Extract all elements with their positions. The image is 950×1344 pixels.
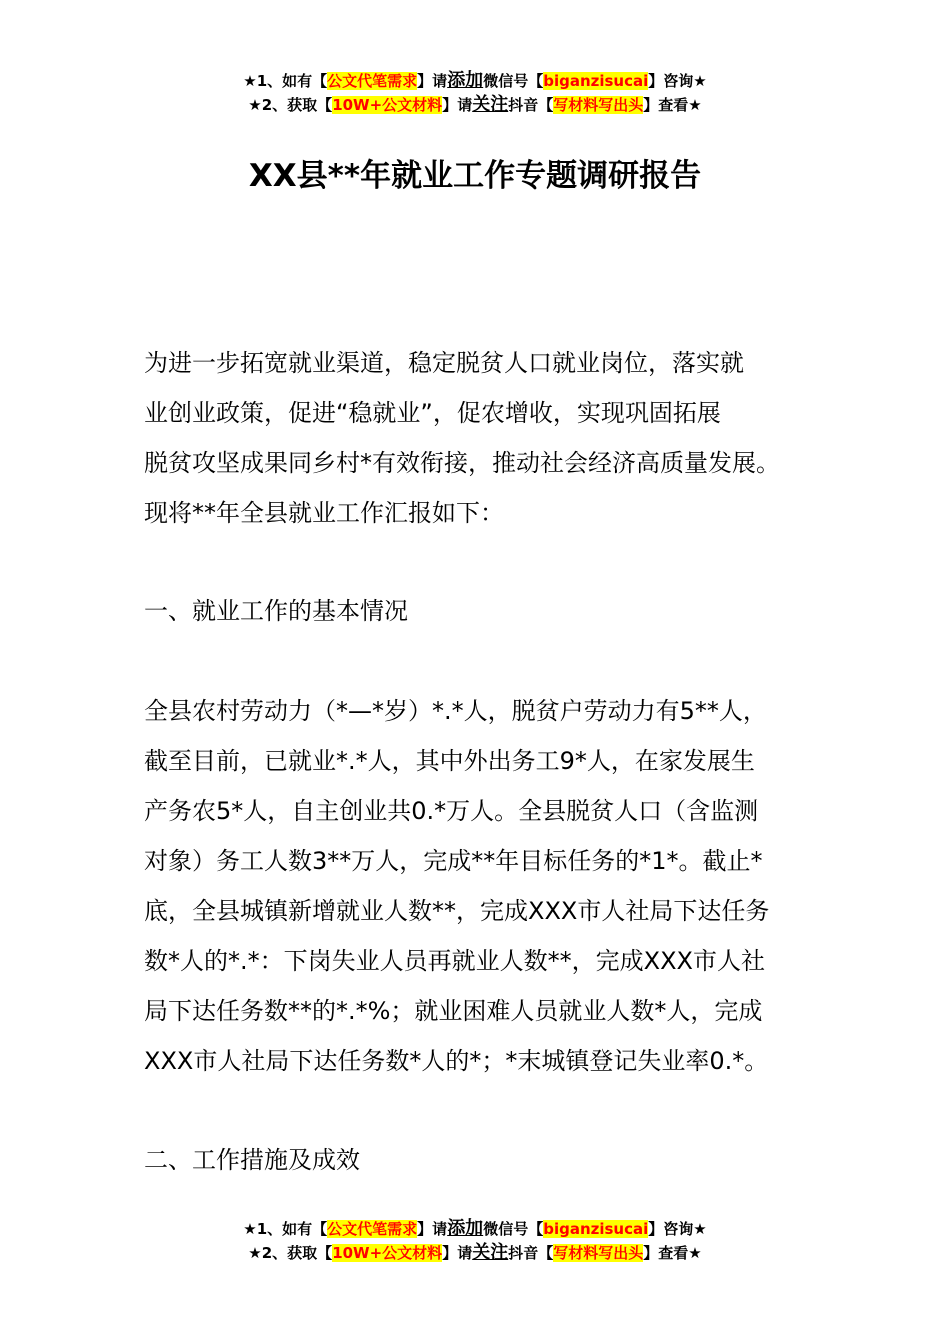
promo-douyin-name: 写材料写出头	[553, 1244, 644, 1262]
basic-situation-paragraph	[144, 686, 814, 1086]
promo-wechat-id: biganzisucai	[543, 72, 649, 90]
section-heading-1	[144, 586, 814, 636]
promo-text: 】咨询★	[648, 1220, 707, 1238]
promo-text: 抖音【	[508, 1244, 554, 1262]
document-title: XX县**年就业工作专题调研报告	[248, 158, 702, 194]
top-promo-banner	[0, 69, 950, 117]
promo-text: 】查看★	[643, 96, 702, 114]
promo-text: 微信号【	[483, 1220, 544, 1238]
promo-highlight: 公文代笔需求	[327, 72, 418, 90]
promo-text: 】咨询★	[648, 72, 707, 90]
text-line: XXX市人社局下达任务数*人的*；*末城镇登记失业率0.*。	[144, 1047, 769, 1075]
promo-text: ★2、获取【	[248, 96, 333, 114]
heading-text: 一、就业工作的基本情况	[144, 597, 408, 625]
text-line: 脱贫攻坚成果同乡村*有效衔接，推动社会经济高质量发展。	[144, 449, 780, 477]
promo-highlight: 10W+公文材料	[332, 96, 443, 114]
promo-emphasis: 关注	[472, 94, 509, 115]
promo-emphasis: 添加	[447, 1218, 484, 1239]
heading-text: 二、工作措施及成效	[144, 1146, 360, 1174]
promo-line-1	[0, 69, 950, 93]
text-line: 截至目前，已就业*.*人，其中外出务工9*人，在家发展生	[144, 747, 755, 775]
text-line: 为进一步拓宽就业渠道，稳定脱贫人口就业岗位，落实就	[144, 349, 744, 377]
promo-emphasis: 关注	[472, 1242, 509, 1263]
text-line: 底，全县城镇新增就业人数**，完成XXX市人社局下达任务	[144, 897, 770, 925]
text-line: 业创业政策，促进“稳就业”，促农增收，实现巩固拓展	[144, 399, 721, 427]
text-line: 对象）务工人数3**万人，完成**年目标任务的*1*。截止*	[144, 847, 763, 875]
promo-douyin-name: 写材料写出头	[553, 96, 644, 114]
promo-text: 】查看★	[643, 1244, 702, 1262]
bottom-promo-banner	[0, 1217, 950, 1265]
promo-highlight: 10W+公文材料	[332, 1244, 443, 1262]
promo-emphasis: 添加	[447, 70, 484, 91]
promo-line-2	[0, 1241, 950, 1265]
promo-text: ★1、如有【	[243, 72, 328, 90]
promo-line-2	[0, 93, 950, 117]
promo-text: 微信号【	[483, 72, 544, 90]
text-line: 全县农村劳动力（*—*岁）*.*人，脱贫户劳动力有5**人，	[144, 697, 767, 725]
text-line: 局下达任务数**的*.*%；就业困难人员就业人数*人，完成	[144, 997, 763, 1025]
promo-text: 】请	[442, 96, 473, 114]
promo-text: ★2、获取【	[248, 1244, 333, 1262]
promo-text: 】请	[417, 72, 448, 90]
promo-line-1	[0, 1217, 950, 1241]
intro-paragraph	[144, 338, 814, 538]
text-line: 数*人的*.*：下岗失业人员再就业人数**，完成XXX市人社	[144, 947, 765, 975]
promo-highlight: 公文代笔需求	[327, 1220, 418, 1238]
promo-text: 抖音【	[508, 96, 554, 114]
section-heading-2	[144, 1135, 814, 1185]
promo-wechat-id: biganzisucai	[543, 1220, 649, 1238]
promo-text: ★1、如有【	[243, 1220, 328, 1238]
text-line: 现将**年全县就业工作汇报如下：	[144, 499, 504, 527]
text-line: 产务农5*人，自主创业共0.*万人。全县脱贫人口（含监测	[144, 797, 759, 825]
promo-text: 】请	[442, 1244, 473, 1262]
promo-text: 】请	[417, 1220, 448, 1238]
